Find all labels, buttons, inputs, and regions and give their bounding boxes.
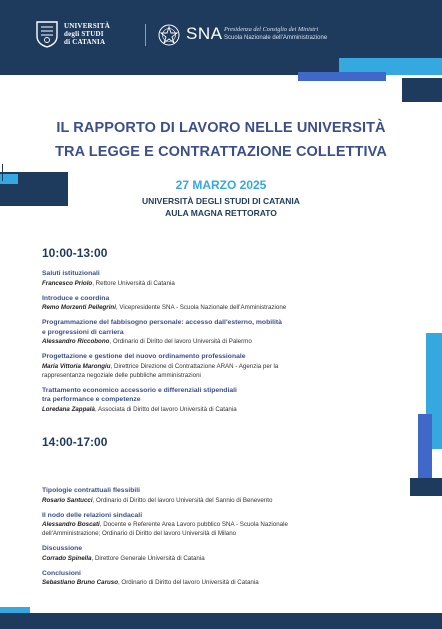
footer-bar <box>0 613 442 629</box>
item-title: Progettazione e gestione del nuovo ordinamento professionale <box>42 353 246 360</box>
university-seal-icon <box>35 20 59 48</box>
program-item <box>42 511 372 539</box>
session-time: 10:00-13:00 <box>42 246 108 260</box>
item-speaker: Remo Morzenti Pellegrini, Vicepresidente SNA - Scuola Nazionale dell'Amministrazione <box>42 304 287 311</box>
program-item <box>42 294 372 313</box>
session-items <box>42 486 372 593</box>
decor-bar <box>298 72 386 81</box>
session-items <box>42 269 372 420</box>
item-speaker: Maria Vittoria Marongiu, Direttrice Direzione di Contrattazione ARAN - Agenzia per la rappresentanza negoziale delle pubbliche amministrazioni <box>42 362 279 379</box>
republic-emblem-icon <box>157 23 181 47</box>
event-venue: UNIVERSITÀ DEGLI STUDI DI CATANIA AULA MAGNA RETTORATO <box>142 196 300 218</box>
session-time: 14:00-17:00 <box>42 435 108 449</box>
event-date: 27 MARZO 2025 <box>175 178 267 192</box>
sna-logo: SNA <box>186 24 223 43</box>
university-wordmark: UNIVERSITÀ degli STUDI di CATANIA <box>64 22 110 46</box>
header-divider <box>145 24 146 46</box>
decor-bar <box>402 78 442 102</box>
item-speaker: Rosario Santucci, Ordinario di Diritto del lavoro Università del Sannio di Benevento <box>42 496 273 504</box>
item-title: Programmazione del fabbisogno personale: accesso dall'esterno, mobilità e progressioni di carriera <box>42 319 282 336</box>
program-item <box>42 486 372 505</box>
item-speaker: Alessandro Riccobono, Ordinario di Diritto del lavoro Università di Palermo <box>42 338 252 345</box>
program-item <box>42 352 372 380</box>
program-item <box>42 318 372 346</box>
item-speaker: Francesco Priolo, Rettore Università di Catania <box>42 279 175 287</box>
item-speaker: Sebastiano Bruno Caruso, Ordinario di Diritto del lavoro Università di Catania <box>42 579 259 586</box>
program-item <box>42 386 372 414</box>
sna-subtitle: Presidenza del Consiglio dei Ministri Scuola Nazionale dell'Amministrazione <box>224 26 328 41</box>
item-speaker: Corrado Spinella, Direttore Generale Università di Catania <box>42 554 205 562</box>
item-title: Il nodo delle relazioni sindacali <box>42 511 143 519</box>
item-title: Conclusioni <box>42 569 81 577</box>
program-item <box>42 544 372 563</box>
item-title: Introduce e coordina <box>42 294 110 302</box>
item-title: Discussione <box>42 545 83 552</box>
item-title: Trattamento economico accessorio e differenziali stipendiali tra performance e competenze <box>42 386 237 403</box>
item-title: Saluti istituzionali <box>42 270 100 277</box>
program-item <box>42 269 372 288</box>
decor-bar <box>410 478 442 496</box>
item-speaker: Alessandro Boscati, Docente e Referente Area Lavoro pubblico SNA - Scuola Nazionale dell'Amministrazione; Ordinario di Diritto del lavoro Università di Milano <box>42 521 288 537</box>
event-title: IL RAPPORTO DI LAVORO NELLE UNIVERSITÀ TRA LEGGE E CONTRATTAZIONE COLLETTIVA <box>0 116 442 181</box>
program-item <box>42 569 372 588</box>
item-speaker: Loredana Zappalà, Associata di Diritto del lavoro Università di Catania <box>42 405 237 413</box>
item-title: Tipologie contrattuali flessibili <box>42 487 141 494</box>
